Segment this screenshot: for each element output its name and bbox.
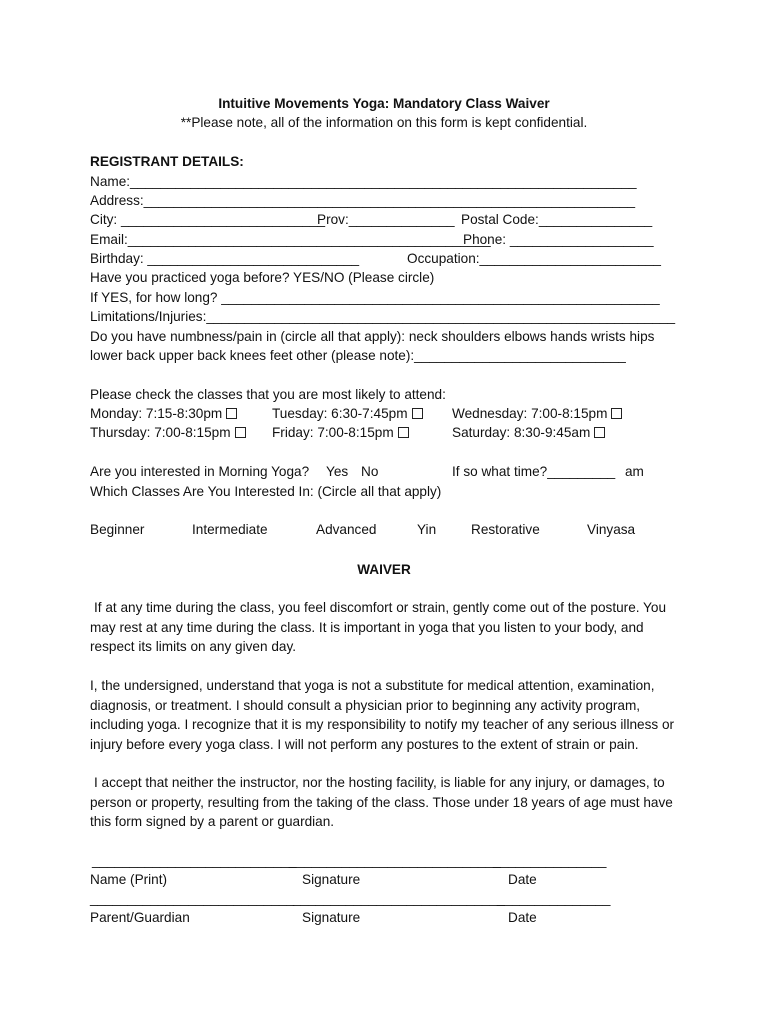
phone-field[interactable]: Phone: ___________________ [463, 232, 654, 247]
waiver-paragraph-1: If at any time during the class, you feel discomfort or strain, gently come out of the posture. You may rest at any time during the class. It is important in yoga that you listen to your body, and respect its limits on any given day. [90, 600, 666, 654]
birthday-field[interactable]: Birthday: ____________________________ [90, 251, 360, 266]
postal-code-field[interactable]: Postal Code:_______________ [461, 212, 653, 227]
morning-no-option[interactable]: No [361, 464, 379, 479]
tuesday-checkbox[interactable] [412, 408, 423, 419]
class-monday-label: Monday: 7:15-8:30pm [90, 406, 223, 421]
signature-line[interactable]: ____________________________ [289, 853, 501, 868]
prov-field[interactable]: Prov:______________ [317, 212, 455, 227]
date-label: Date [508, 872, 537, 887]
interest-option-vinyasa[interactable]: Vinyasa [587, 522, 636, 537]
email-field[interactable]: Email:________________________________________________ [90, 232, 491, 247]
limitations-field[interactable]: Limitations/Injuries:______________________________________________________________ [90, 309, 676, 324]
numbness-question-line2[interactable]: lower back upper back knees feet other (please note):____________________________ [90, 348, 626, 363]
interest-option-restorative[interactable]: Restorative [471, 522, 540, 537]
saturday-checkbox[interactable] [594, 427, 605, 438]
class-saturday[interactable] [452, 423, 605, 442]
monday-checkbox[interactable] [226, 408, 237, 419]
occupation-field[interactable]: Occupation:________________________ [407, 251, 661, 266]
parent-guardian-label: Parent/Guardian [90, 910, 190, 925]
city-field[interactable]: City: ___________________________ [90, 212, 326, 227]
interest-option-beginner[interactable]: Beginner [90, 522, 145, 537]
class-thursday[interactable] [90, 423, 246, 442]
class-wednesday-label: Wednesday: 7:00-8:15pm [452, 406, 608, 421]
date-line[interactable]: _______________ [493, 853, 607, 868]
parent-signature-label: Signature [302, 910, 361, 925]
class-wednesday[interactable] [452, 404, 622, 423]
parent-date-line[interactable]: _______________ [497, 891, 611, 906]
name-print-line[interactable]: ___________________________ [92, 853, 297, 868]
friday-checkbox[interactable] [398, 427, 409, 438]
name-field[interactable]: Name:___________________________________________________________________ [90, 174, 637, 189]
class-tuesday-label: Tuesday: 6:30-7:45pm [272, 406, 408, 421]
class-thursday-label: Thursday: 7:00-8:15pm [90, 425, 231, 440]
morning-am-label: am [625, 464, 644, 479]
morning-yoga-question: Are you interested in Morning Yoga? [90, 464, 310, 479]
practiced-yoga-question: Have you practiced yoga before? YES/NO (Please circle) [90, 270, 435, 285]
class-friday-label: Friday: 7:00-8:15pm [272, 425, 394, 440]
address-field[interactable]: Address:_________________________________________________________________ [90, 193, 636, 208]
class-monday[interactable] [90, 404, 237, 423]
interest-option-yin[interactable]: Yin [417, 522, 437, 537]
interest-option-advanced[interactable]: Advanced [316, 522, 377, 537]
registrant-heading: REGISTRANT DETAILS: [90, 154, 244, 169]
numbness-question-line1: Do you have numbness/pain in (circle all that apply): neck shoulders elbows hands wrists hips [90, 329, 655, 344]
interest-prompt: Which Classes Are You Interested In: (Circle all that apply) [90, 484, 442, 499]
classes-prompt: Please check the classes that you are most likely to attend: [90, 387, 446, 402]
waiver-paragraph-2: I, the undersigned, understand that yoga is not a substitute for medical attention, examination, diagnosis, or treatment. I should consult a physician prior to beginning any activity program, including yoga. I recognize that it is my responsibility to notify my teacher of any serious illness or injury before every yoga class. I will not perform any postures to the extent of strain or pain. [90, 678, 675, 752]
class-tuesday[interactable] [272, 404, 423, 423]
class-friday[interactable] [272, 423, 409, 442]
name-print-label: Name (Print) [90, 872, 168, 887]
thursday-checkbox[interactable] [235, 427, 246, 438]
interest-option-intermediate[interactable]: Intermediate [192, 522, 268, 537]
parent-date-label: Date [508, 910, 537, 925]
class-saturday-label: Saturday: 8:30-9:45am [452, 425, 591, 440]
waiver-paragraph-3: I accept that neither the instructor, nor the hosting facility, is liable for any injury, or damages, to person or property, resulting from the taking of the class. Those under 18 years of age must have this form signed by a parent or guardian. [90, 775, 673, 829]
confidential-note: **Please note, all of the information on this form is kept confidential. [180, 115, 588, 130]
morning-time-field[interactable]: If so what time?_________ [452, 464, 616, 479]
morning-yes-option[interactable]: Yes [326, 464, 349, 479]
signature-label: Signature [302, 872, 361, 887]
parent-signature-line[interactable]: ____________________________ [293, 891, 505, 906]
wednesday-checkbox[interactable] [611, 408, 622, 419]
waiver-heading: WAIVER [357, 562, 411, 577]
how-long-field[interactable]: If YES, for how long? __________________________________________________________ [90, 290, 660, 305]
parent-name-line[interactable]: ___________________________ [90, 891, 295, 906]
form-title: Intuitive Movements Yoga: Mandatory Class Waiver [218, 96, 550, 111]
